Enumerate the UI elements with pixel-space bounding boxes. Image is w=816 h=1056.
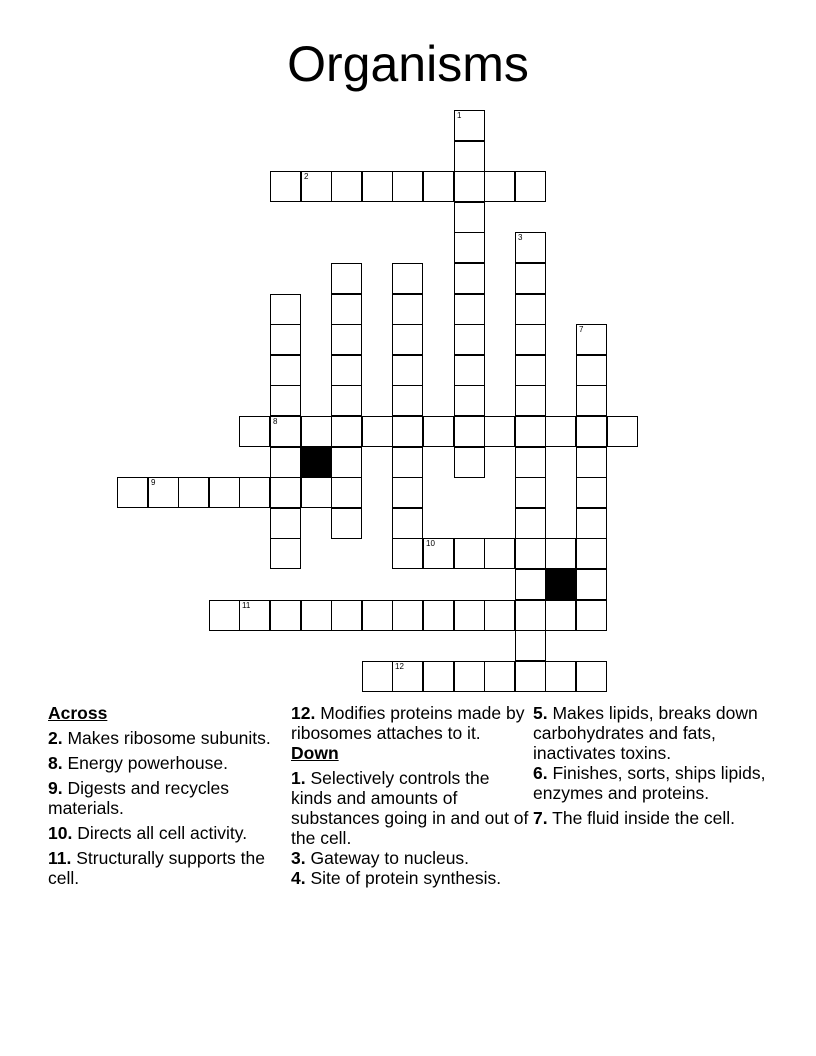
grid-cell[interactable] — [454, 110, 485, 141]
grid-cell[interactable] — [454, 661, 485, 692]
clue-number-label: 7 — [579, 325, 584, 334]
grid-cell[interactable] — [576, 661, 607, 692]
grid-cell[interactable] — [117, 477, 148, 508]
grid-cell[interactable] — [270, 477, 301, 508]
grid-cell[interactable] — [392, 477, 423, 508]
grid-cell[interactable] — [515, 477, 546, 508]
across-clue-11 — [48, 848, 278, 888]
clue-text: Directs all cell activity. — [77, 823, 248, 843]
grid-cell[interactable] — [392, 263, 423, 294]
grid-cell[interactable] — [270, 416, 301, 447]
grid-cell[interactable] — [576, 569, 607, 600]
grid-cell[interactable] — [423, 661, 454, 692]
grid-cell[interactable] — [270, 294, 301, 325]
grid-cell[interactable] — [484, 600, 515, 631]
grid-cell[interactable] — [515, 171, 546, 202]
down-clue-7 — [533, 808, 768, 828]
grid-cell[interactable] — [607, 416, 638, 447]
clue-number: 9. — [48, 778, 63, 798]
clue-number-label: 9 — [151, 478, 156, 487]
grid-cell[interactable] — [209, 600, 240, 631]
grid-cell[interactable] — [515, 294, 546, 325]
grid-cell[interactable] — [331, 447, 362, 478]
clue-number: 7. — [533, 808, 548, 828]
grid-cell[interactable] — [454, 263, 485, 294]
grid-cell[interactable] — [270, 171, 301, 202]
grid-cell[interactable] — [392, 355, 423, 386]
grid-cell[interactable] — [239, 477, 270, 508]
grid-cell[interactable] — [301, 416, 332, 447]
grid-cell[interactable] — [484, 416, 515, 447]
grid-cell[interactable] — [515, 385, 546, 416]
grid-cell[interactable] — [392, 508, 423, 539]
grid-cell[interactable] — [423, 416, 454, 447]
grid-cell[interactable] — [576, 600, 607, 631]
clue-text: Selectively controls the kinds and amounts of substances going in and out of the cell. — [291, 768, 529, 848]
clue-text: Gateway to nucleus. — [310, 848, 470, 868]
grid-cell[interactable] — [362, 171, 393, 202]
clue-number-label: 12 — [395, 662, 404, 671]
grid-cell[interactable] — [515, 232, 546, 263]
clue-text: Structurally supports the cell. — [48, 848, 265, 888]
grid-cell[interactable] — [515, 600, 546, 631]
clue-text: Makes lipids, breaks down carbohydrates and fats, inactivates toxins. — [533, 703, 758, 763]
grid-cell[interactable] — [392, 661, 423, 692]
grid-cell[interactable] — [545, 661, 576, 692]
down-clue-3 — [291, 848, 529, 868]
grid-cell[interactable] — [423, 600, 454, 631]
grid-cell[interactable] — [454, 355, 485, 386]
grid-cell[interactable] — [423, 171, 454, 202]
down-clue-1 — [291, 768, 529, 848]
grid-cell[interactable] — [331, 324, 362, 355]
grid-cell[interactable] — [270, 538, 301, 569]
blocked-cell — [301, 447, 332, 478]
grid-cell[interactable] — [515, 447, 546, 478]
grid-cell[interactable] — [301, 477, 332, 508]
grid-cell[interactable] — [576, 385, 607, 416]
grid-cell[interactable] — [331, 385, 362, 416]
clue-number: 12. — [291, 703, 316, 723]
grid-cell[interactable] — [454, 416, 485, 447]
grid-cell[interactable] — [362, 416, 393, 447]
grid-cell[interactable] — [331, 416, 362, 447]
grid-cell[interactable] — [576, 477, 607, 508]
grid-cell[interactable] — [392, 600, 423, 631]
clues-column-2 — [291, 703, 529, 888]
grid-cell[interactable] — [209, 477, 240, 508]
clue-number-label: 1 — [457, 111, 462, 120]
clue-number-label: 11 — [242, 601, 251, 610]
grid-cell[interactable] — [576, 538, 607, 569]
grid-cell[interactable] — [515, 630, 546, 661]
grid-cell[interactable] — [270, 355, 301, 386]
clue-number-label: 3 — [518, 233, 523, 242]
grid-cell[interactable] — [392, 538, 423, 569]
grid-cell[interactable] — [515, 324, 546, 355]
grid-cell[interactable] — [454, 171, 485, 202]
across-clue-10 — [48, 823, 278, 843]
grid-cell[interactable] — [515, 508, 546, 539]
clue-number: 11. — [48, 848, 72, 868]
grid-cell[interactable] — [454, 447, 485, 478]
clue-text: Site of protein synthesis. — [310, 868, 502, 888]
clue-number: 3. — [291, 848, 306, 868]
clue-number: 2. — [48, 728, 63, 748]
down-clue-5 — [533, 703, 768, 763]
across-clue-2 — [48, 728, 278, 748]
grid-cell[interactable] — [331, 171, 362, 202]
grid-cell[interactable] — [454, 538, 485, 569]
puzzle-title: Organisms — [287, 36, 529, 92]
grid-cell[interactable] — [515, 538, 546, 569]
grid-cell[interactable] — [392, 294, 423, 325]
grid-cell[interactable] — [331, 263, 362, 294]
grid-cell[interactable] — [454, 232, 485, 263]
grid-cell[interactable] — [515, 569, 546, 600]
across-heading: Across — [48, 703, 108, 723]
grid-cell[interactable] — [392, 171, 423, 202]
clue-number: 1. — [291, 768, 306, 788]
clue-number: 5. — [533, 703, 548, 723]
grid-cell[interactable] — [454, 324, 485, 355]
grid-cell[interactable] — [270, 447, 301, 478]
grid-cell[interactable] — [576, 324, 607, 355]
grid-cell[interactable] — [576, 416, 607, 447]
grid-cell[interactable] — [423, 538, 454, 569]
grid-cell[interactable] — [331, 294, 362, 325]
grid-cell[interactable] — [454, 141, 485, 172]
clue-number: 8. — [48, 753, 63, 773]
grid-cell[interactable] — [454, 294, 485, 325]
grid-cell[interactable] — [576, 355, 607, 386]
grid-cell[interactable] — [301, 600, 332, 631]
grid-cell[interactable] — [270, 324, 301, 355]
grid-cell[interactable] — [454, 202, 485, 233]
grid-cell[interactable] — [454, 600, 485, 631]
grid-cell[interactable] — [239, 600, 270, 631]
grid-cell[interactable] — [301, 171, 332, 202]
clue-number: 4. — [291, 868, 306, 888]
across-clue-8 — [48, 753, 278, 773]
clue-number: 6. — [533, 763, 548, 783]
down-clue-4 — [291, 868, 529, 888]
grid-cell[interactable] — [270, 508, 301, 539]
grid-cell[interactable] — [392, 385, 423, 416]
grid-cell[interactable] — [576, 447, 607, 478]
clues-column-1 — [48, 703, 278, 893]
grid-cell[interactable] — [515, 263, 546, 294]
grid-cell[interactable] — [576, 508, 607, 539]
clue-text: Digests and recycles materials. — [48, 778, 229, 818]
clues-column-3 — [533, 703, 768, 833]
clue-text: Modifies proteins made by ribosomes attaches to it. — [291, 703, 525, 743]
grid-cell[interactable] — [515, 355, 546, 386]
across-clue-9 — [48, 778, 278, 818]
across-clue-12 — [291, 703, 529, 743]
grid-cell[interactable] — [545, 538, 576, 569]
clue-text: Finishes, sorts, ships lipids, enzymes and proteins. — [533, 763, 766, 803]
clue-text: Energy powerhouse. — [67, 753, 229, 773]
grid-cell[interactable] — [392, 324, 423, 355]
grid-cell[interactable] — [484, 538, 515, 569]
clue-text: The fluid inside the cell. — [552, 808, 736, 828]
clue-text: Makes ribosome subunits. — [67, 728, 271, 748]
grid-cell[interactable] — [392, 447, 423, 478]
blocked-cell — [545, 569, 576, 600]
clue-number-label: 10 — [426, 539, 435, 548]
grid-cell[interactable] — [362, 600, 393, 631]
grid-cell[interactable] — [148, 477, 179, 508]
grid-cell[interactable] — [484, 661, 515, 692]
grid-cell[interactable] — [270, 600, 301, 631]
grid-cell[interactable] — [331, 477, 362, 508]
grid-cell[interactable] — [545, 600, 576, 631]
grid-cell[interactable] — [515, 416, 546, 447]
grid-cell[interactable] — [515, 661, 546, 692]
grid-cell[interactable] — [331, 508, 362, 539]
clue-number-label: 8 — [273, 417, 278, 426]
down-heading: Down — [291, 743, 339, 763]
grid-cell[interactable] — [331, 355, 362, 386]
grid-cell[interactable] — [545, 416, 576, 447]
clue-number-label: 2 — [304, 172, 309, 181]
grid-cell[interactable] — [392, 416, 423, 447]
grid-cell[interactable] — [178, 477, 209, 508]
grid-cell[interactable] — [362, 661, 393, 692]
clue-number: 10. — [48, 823, 73, 843]
grid-cell[interactable] — [331, 600, 362, 631]
grid-cell[interactable] — [270, 385, 301, 416]
grid-cell[interactable] — [454, 385, 485, 416]
grid-cell[interactable] — [484, 171, 515, 202]
down-clue-6 — [533, 763, 768, 803]
grid-cell[interactable] — [239, 416, 270, 447]
